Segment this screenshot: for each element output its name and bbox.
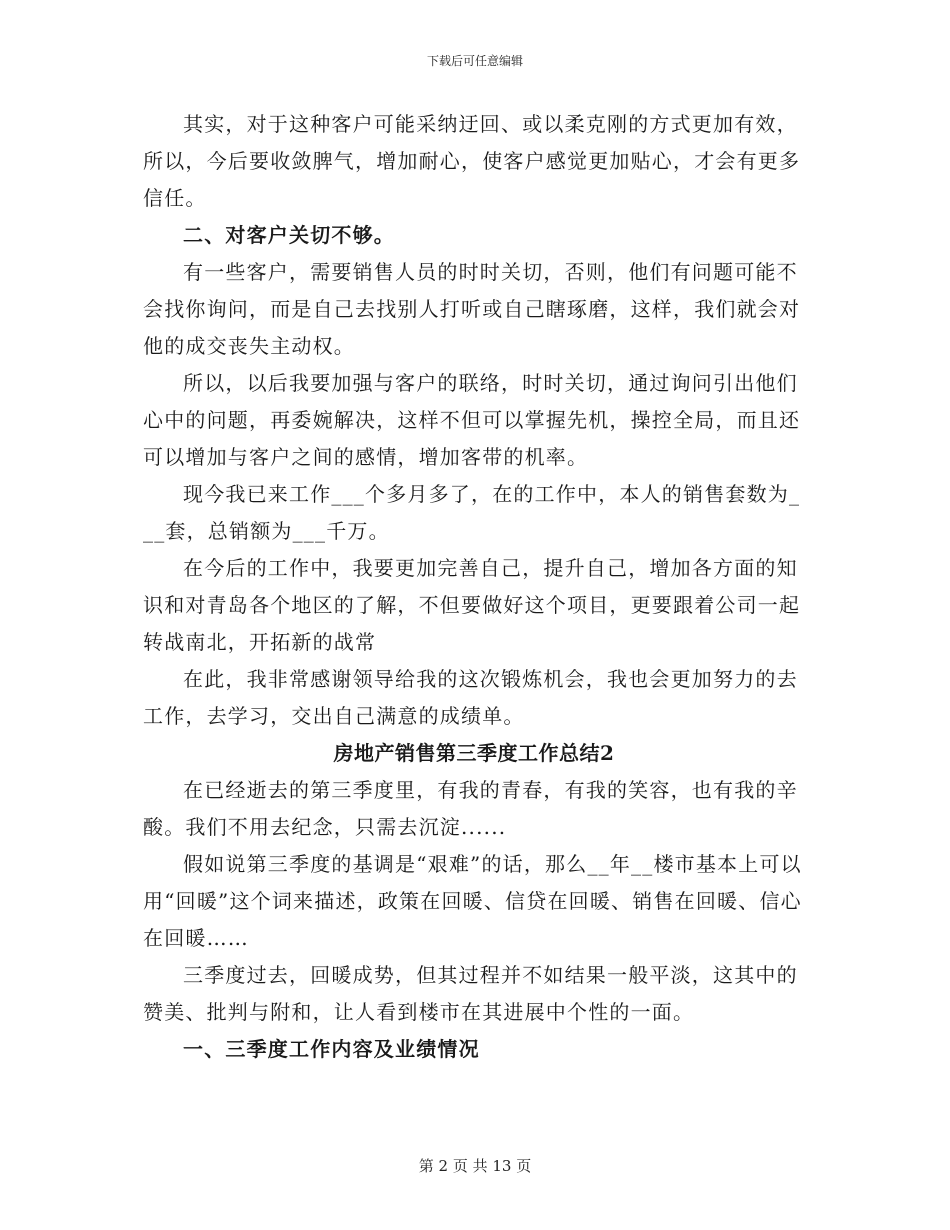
body-paragraph: 在已经逝去的第三季度里，有我的青春，有我的笑容，也有我的辛酸。我们不用去纪念，只需去沉淀...... [143, 778, 798, 839]
body-paragraph: 三季度过去，回暖成势，但其过程并不如结果一般平淡，这其中的赞美、批判与附和，让人看到楼市在其进展中个性的一面。 [143, 963, 798, 1024]
body-paragraph: 在今后的工作中，我要更加完善自己，提升自己，增加各方面的知识和对青岛各个地区的了解，不但要做好这个项目，更要跟着公司一起转战南北，开拓新的战常 [143, 556, 801, 654]
body-paragraph: 在此，我非常感谢领导给我的这次锻炼机会，我也会更加努力的去工作，去学习，交出自己满意的成绩单。 [143, 667, 798, 728]
body-paragraph: 所以，以后我要加强与客户的联络，时时关切，通过询问引出他们心中的问题，再委婉解决，这样不但可以掌握先机，操控全局，而且还可以增加与客户之间的感情，增加客带的机率。 [143, 371, 801, 469]
body-paragraph: 有一些客户，需要销售人员的时时关切，否则，他们有问题可能不会找你询问，而是自己去找别人打听或自己瞎琢磨，这样，我们就会对他的成交丧失主动权。 [143, 260, 801, 358]
section-heading: 一、三季度工作内容及业绩情况 [183, 1037, 480, 1061]
body-paragraph: 其实，对于这种客户可能采纳迂回、或以柔克刚的方式更加有效，所以，今后要收敛脾气，增加耐心，使客户感觉更加贴心，才会有更多信任。 [143, 112, 801, 210]
section-heading: 二、对客户关切不够。 [183, 223, 395, 247]
document-title: 房地产销售第三季度工作总结2 [333, 741, 615, 765]
page-header-note: 下载后可任意编辑 [426, 54, 523, 68]
page-number: 第 2 页 共 13 页 [418, 1157, 532, 1175]
document-body [143, 106, 805, 1068]
body-paragraph: 现今我已来工作___个多月多了，在的工作中，本人的销售套数为___套，总销额为___千万。 [143, 482, 801, 543]
body-paragraph: 假如说第三季度的基调是“艰难”的话，那么__年__楼市基本上可以用“回暖”这个词来描述，政策在回暖、信贷在回暖、销售在回暖、信心在回暖…… [143, 852, 802, 950]
